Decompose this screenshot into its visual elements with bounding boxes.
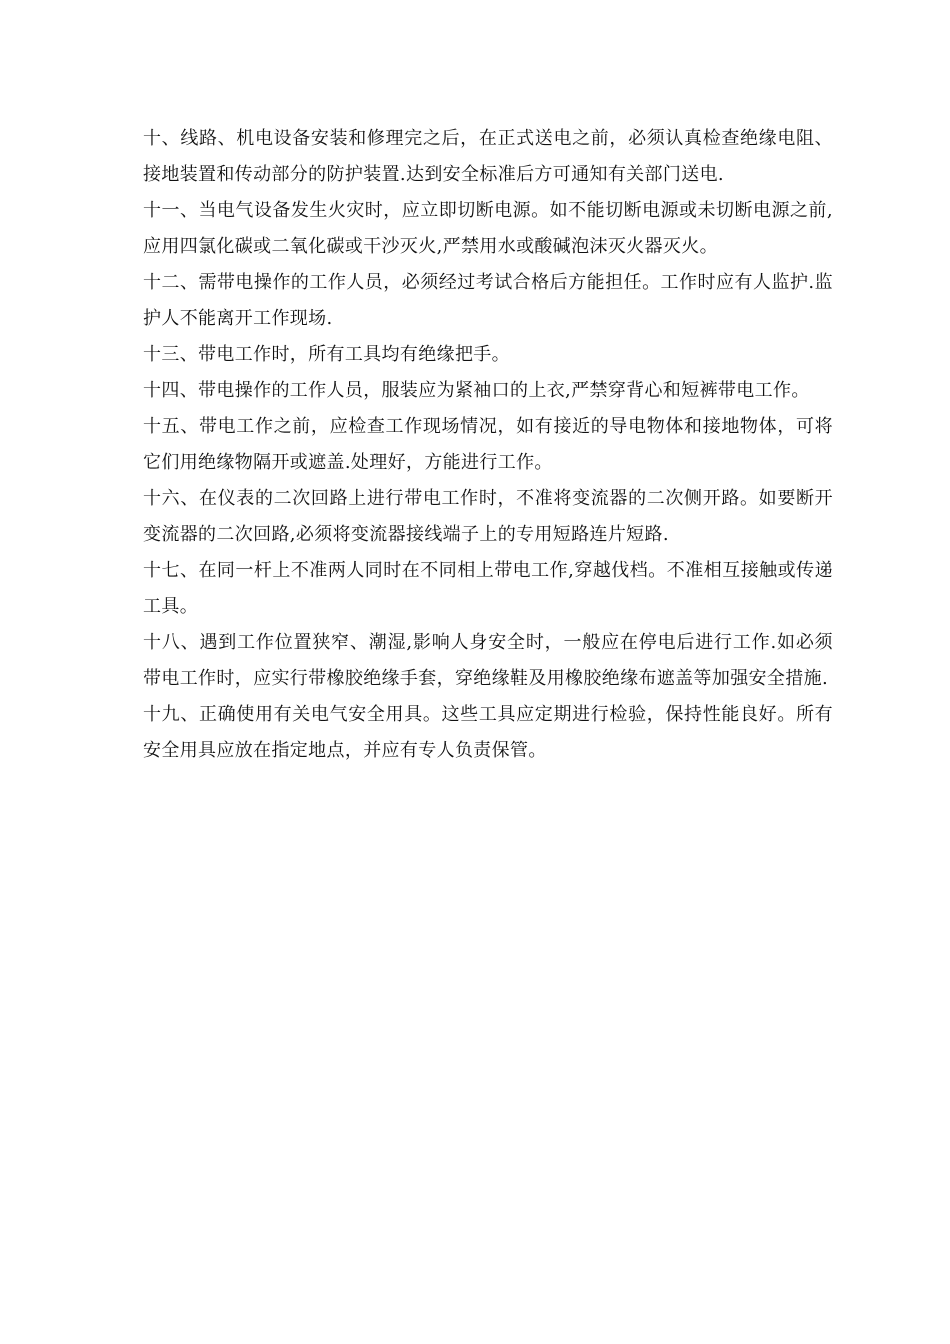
rule-paragraph-12: 十二、需带电操作的工作人员，必须经过考试合格后方能担任。工作时应有人监护.监护人不能离开工作现场.	[143, 272, 833, 329]
rule-paragraph-13: 十三、带电工作时，所有工具均有绝缘把手。	[143, 344, 510, 365]
rule-paragraph-10: 十、线路、机电设备安装和修理完之后，在正式送电之前，必须认真检查绝缘电阻、接地装置和传动部分的防护装置.达到安全标准后方可通知有关部门送电.	[143, 128, 833, 185]
rule-paragraph-18: 十八、遇到工作位置狭窄、潮湿,影响人身安全时，一般应在停电后进行工作.如必须带电工作时，应实行带橡胶绝缘手套，穿绝缘鞋及用橡胶绝缘布遮盖等加强安全措施.	[143, 632, 833, 689]
rule-paragraph-19: 十九、正确使用有关电气安全用具。这些工具应定期进行检验，保持性能良好。所有安全用具应放在指定地点，并应有专人负责保管。	[143, 704, 833, 761]
rule-paragraph-15: 十五、带电工作之前，应检查工作现场情况，如有接近的导电物体和接地物体，可将它们用绝缘物隔开或遮盖.处理好，方能进行工作。	[143, 416, 833, 473]
rule-paragraph-11: 十一、当电气设备发生火灾时，应立即切断电源。如不能切断电源或未切断电源之前,应用四氯化碳或二氧化碳或干沙灭火,严禁用水或酸碱泡沫灭火器灭火。	[143, 200, 833, 257]
rule-paragraph-17: 十七、在同一杆上不准两人同时在不同相上带电工作,穿越伐档。不准相互接触或传递工具。	[143, 560, 833, 617]
rule-paragraph-14: 十四、带电操作的工作人员，服装应为紧袖口的上衣,严禁穿背心和短裤带电工作。	[143, 380, 810, 401]
rule-paragraph-16: 十六、在仪表的二次回路上进行带电工作时，不准将变流器的二次侧开路。如要断开变流器的二次回路,必须将变流器接线端子上的专用短路连片短路.	[143, 488, 833, 545]
document-body	[143, 121, 833, 769]
